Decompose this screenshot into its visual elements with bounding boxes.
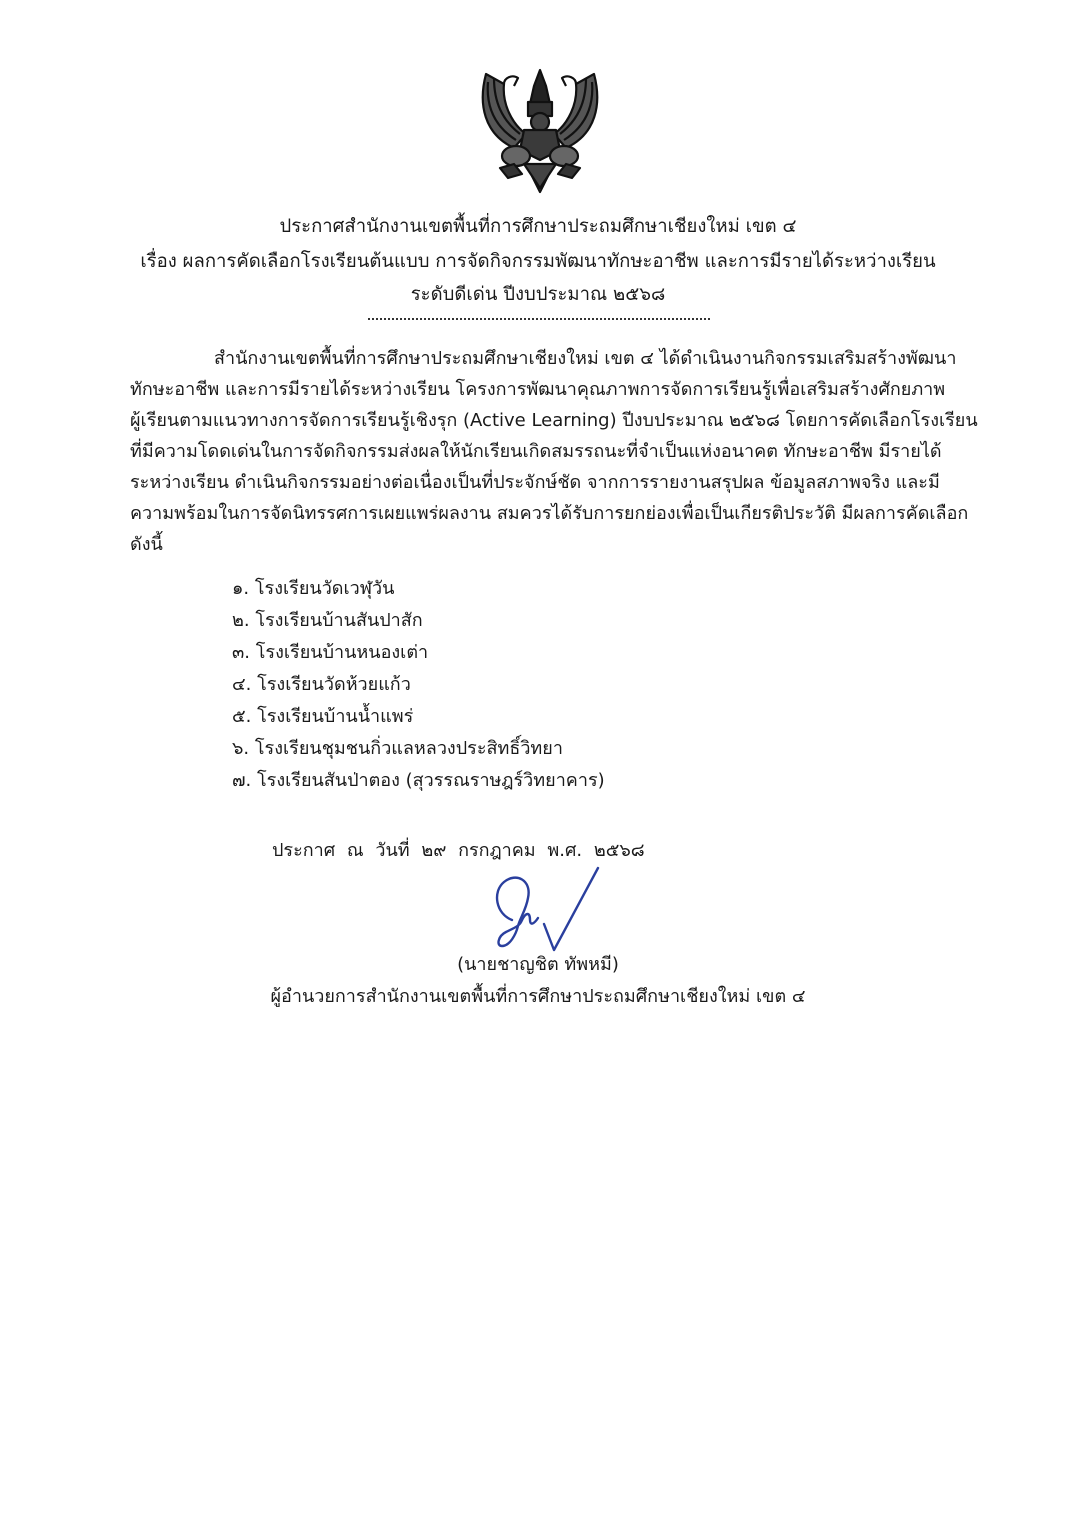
signer-name: (นายชาญชิต ทัพหมี) — [457, 954, 619, 975]
announcement-heading: ประกาศสำนักงานเขตพื้นที่การศึกษาประถมศึกษาเชียงใหม่ เขต ๔ — [279, 216, 797, 237]
body-line: ที่มีความโดดเด่นในการจัดกิจกรรมส่งผลให้นักเรียนเกิดสมรรถนะที่จำเป็นแห่งอนาคต ทักษะอาชีพ มีรายได้ — [130, 441, 942, 462]
list-item — [232, 733, 563, 764]
school-name: โรงเรียนวัดห้วยแก้ว — [257, 674, 411, 695]
list-item — [232, 669, 411, 700]
list-item — [232, 605, 423, 636]
list-number: ๔. — [232, 674, 252, 695]
garuda-emblem-icon — [474, 64, 606, 194]
list-item — [232, 637, 428, 668]
list-number: ๒. — [232, 610, 250, 631]
list-number: ๑. — [232, 578, 250, 599]
dotted-separator — [368, 318, 710, 320]
list-number: ๗. — [232, 770, 252, 791]
announcement-subject: เรื่อง ผลการคัดเลือกโรงเรียนต้นแบบ การจัดกิจกรรมพัฒนาทักษะอาชีพ และการมีรายได้ระหว่างเรียน — [140, 251, 936, 272]
body-line: ผู้เรียนตามแนวทางการจัดการเรียนรู้เชิงรุก (Active Learning) ปีงบประมาณ ๒๕๖๘ โดยการคัดเลือกโรงเรียน — [130, 410, 978, 431]
list-number: ๓. — [232, 642, 251, 663]
school-name: โรงเรียนวัดเวฬุวัน — [254, 578, 395, 599]
school-name: โรงเรียนบ้านหนองเต่า — [255, 642, 429, 663]
announcement-subject-level: ระดับดีเด่น ปีงบประมาณ ๒๕๖๘ — [410, 284, 666, 305]
body-line: ระหว่างเรียน ดำเนินกิจกรรมอย่างต่อเนื่องเป็นที่ประจักษ์ชัด จากการรายงานสรุปผล ข้อมูลสภาพจริง และมี — [130, 472, 940, 493]
signer-title: ผู้อำนวยการสำนักงานเขตพื้นที่การศึกษาประถมศึกษาเชียงใหม่ เขต ๔ — [270, 986, 806, 1007]
school-name: โรงเรียนสันป่าตอง (สุวรรณราษฎร์วิทยาคาร) — [257, 770, 605, 791]
school-name: โรงเรียนบ้านน้ำแพร่ — [257, 706, 414, 727]
body-line: ทักษะอาชีพ และการมีรายได้ระหว่างเรียน โครงการพัฒนาคุณภาพการจัดการเรียนรู้เพื่อเสริมสร้างศักยภาพ — [130, 379, 946, 400]
school-name: โรงเรียนบ้านสันปาสัก — [255, 610, 423, 631]
body-line: ความพร้อมในการจัดนิทรรศการเผยแพร่ผลงาน สมควรได้รับการยกย่องเพื่อเป็นเกียรติประวัติ มีผลการคัดเลือก — [130, 503, 969, 524]
announcement-date: ประกาศ ณ วันที่ ๒๙ กรกฎาคม พ.ศ. ๒๕๖๘ — [272, 840, 645, 861]
school-name: โรงเรียนชุมชนกิ่วแลหลวงประสิทธิ์วิทยา — [254, 738, 563, 759]
list-number: ๕. — [232, 706, 252, 727]
list-item — [232, 765, 605, 796]
list-number: ๖. — [232, 738, 250, 759]
body-line: สำนักงานเขตพื้นที่การศึกษาประถมศึกษาเชียงใหม่ เขต ๔ ได้ดำเนินงานกิจกรรมเสริมสร้างพัฒนา — [214, 348, 957, 369]
list-item — [232, 573, 394, 604]
signature-icon — [484, 862, 604, 957]
list-item — [232, 701, 413, 732]
body-line: ดังนี้ — [130, 534, 163, 555]
